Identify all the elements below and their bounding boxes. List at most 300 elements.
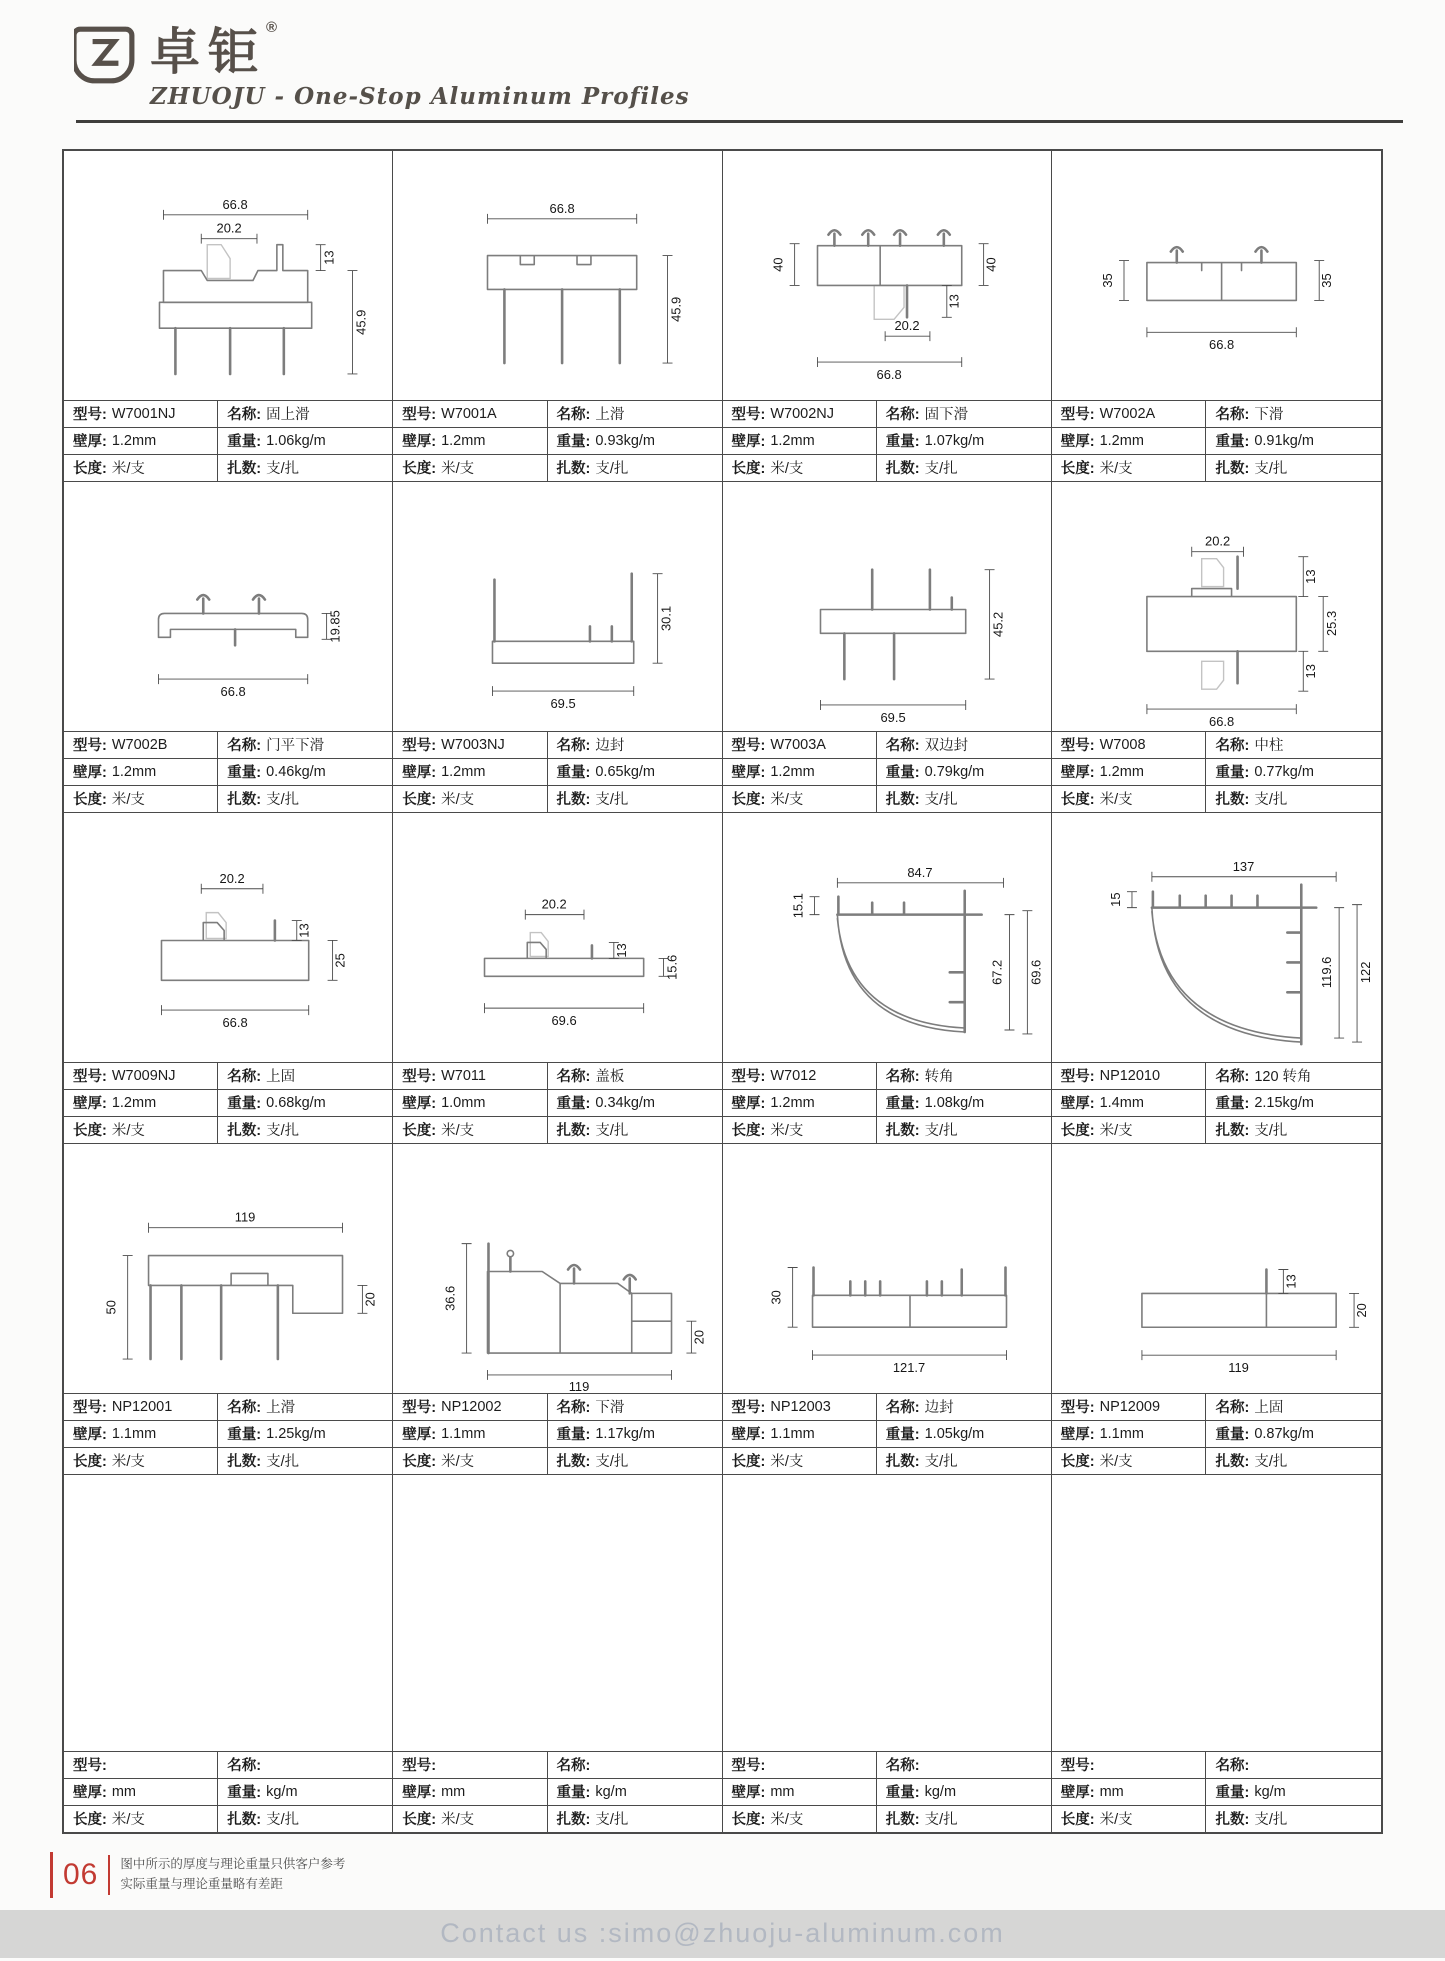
spec-model — [1052, 1752, 1207, 1778]
spec-name — [1206, 1394, 1381, 1420]
contact-bar — [0, 1910, 1445, 1958]
name-label: 名称: — [227, 1069, 262, 1085]
spec-table — [393, 1062, 721, 1143]
length-label: 长度: — [402, 1123, 437, 1139]
spec-length — [1052, 455, 1207, 481]
thickness-label: 壁厚: — [731, 434, 766, 450]
dim-label: 122 — [1357, 961, 1373, 983]
bundle-label: 扎数: — [885, 1454, 920, 1470]
model-label: 型号: — [73, 738, 107, 754]
spec-bundle — [218, 1117, 392, 1143]
thickness-label: 壁厚: — [731, 765, 766, 781]
drawing-area — [1052, 482, 1381, 731]
spec-weight — [548, 1090, 722, 1116]
spec-table — [393, 731, 721, 812]
bundle-value: 支/扎 — [1254, 1454, 1288, 1470]
thickness-label: 壁厚: — [73, 1785, 107, 1801]
contact-email-text: Contact us :simo@zhuoju-aluminum.com — [440, 1918, 1005, 1948]
drawing-area — [723, 482, 1051, 731]
dim-label: 66.8 — [876, 366, 902, 382]
name-label: 名称: — [1215, 1758, 1250, 1774]
weight-value: 0.91kg/m — [1254, 432, 1314, 449]
red-accent-bar-thin — [108, 1855, 110, 1895]
spec-name — [548, 1063, 722, 1089]
weight-value: 0.77kg/m — [1254, 763, 1314, 780]
spec-model — [64, 1752, 218, 1778]
length-label: 长度: — [1060, 1123, 1095, 1139]
dim-label: 66.8 — [222, 196, 248, 212]
thickness-label: 壁厚: — [73, 1096, 107, 1112]
length-value: 米/支 — [1099, 792, 1133, 808]
dim-label: 20.2 — [893, 317, 920, 333]
thickness-value: 1.2mm — [111, 763, 157, 780]
thickness-value: 1.2mm — [111, 1094, 157, 1111]
dim-label: 15.1 — [790, 892, 806, 918]
spec-name — [1206, 1063, 1381, 1089]
name-value: 转角 — [924, 1069, 954, 1085]
drawing-area — [393, 482, 721, 731]
weight-label: 重量: — [556, 765, 591, 781]
bundle-label: 扎数: — [556, 461, 591, 477]
spec-model — [393, 1063, 547, 1089]
spec-model — [723, 732, 877, 758]
weight-label: 重量: — [885, 1096, 920, 1112]
weight-label: 重量: — [227, 1427, 262, 1443]
thickness-value: 1.2mm — [441, 432, 486, 449]
length-value: 米/支 — [111, 461, 145, 477]
dim-label: 15 — [1107, 891, 1123, 907]
name-label: 名称: — [885, 1069, 920, 1085]
spec-bundle — [1206, 1448, 1381, 1474]
spec-thickness — [393, 1779, 547, 1805]
spec-model — [1052, 401, 1207, 427]
bundle-label: 扎数: — [556, 1454, 591, 1470]
bundle-label: 扎数: — [556, 1123, 591, 1139]
spec-table — [393, 1751, 721, 1832]
spec-weight — [1206, 1090, 1381, 1116]
dim-label: 20 — [1353, 1302, 1369, 1318]
cell-np12003 — [723, 1144, 1052, 1475]
dim-label: 66.8 — [1208, 713, 1234, 729]
name-label: 名称: — [885, 738, 920, 754]
thickness-value: 1.2mm — [1099, 763, 1144, 780]
model-value: W7001NJ — [111, 405, 176, 422]
bundle-value: 支/扎 — [595, 461, 629, 477]
model-value: NP12010 — [1099, 1067, 1161, 1084]
dim-label: 66.8 — [222, 1014, 248, 1030]
weight-value: 1.17kg/m — [595, 1425, 656, 1442]
thickness-value: 1.2mm — [1099, 432, 1144, 449]
spec-weight — [877, 759, 1051, 785]
name-value: 上滑 — [595, 407, 625, 423]
length-value: 米/支 — [770, 1812, 804, 1828]
dim-label: 119 — [568, 1378, 590, 1393]
weight-label: 重量: — [227, 434, 262, 450]
weight-value: kg/m — [595, 1783, 627, 1800]
cell-np12009 — [1052, 1144, 1381, 1475]
drawing-area — [64, 813, 392, 1062]
spec-bundle — [548, 1448, 722, 1474]
spec-table — [1052, 1393, 1381, 1474]
name-label: 名称: — [556, 738, 591, 754]
spec-name — [218, 1394, 392, 1420]
profile-drawing-np12003 — [723, 1144, 1051, 1393]
bundle-value: 支/扎 — [595, 1123, 629, 1139]
weight-value: kg/m — [266, 1783, 298, 1800]
spec-table — [723, 1393, 1051, 1474]
drawing-area-empty — [64, 1475, 392, 1751]
profile-drawing-w7009nj — [64, 813, 392, 1062]
spec-name — [877, 1063, 1051, 1089]
spec-weight — [877, 1421, 1051, 1447]
spec-weight — [1206, 428, 1381, 454]
spec-thickness — [1052, 759, 1207, 785]
profile-catalog-grid — [62, 149, 1383, 1834]
model-label: 型号: — [731, 738, 766, 754]
length-label: 长度: — [73, 1454, 107, 1470]
spec-model — [723, 401, 877, 427]
spec-table — [723, 731, 1051, 812]
name-value: 中柱 — [1254, 738, 1284, 754]
length-label: 长度: — [1060, 461, 1095, 477]
name-value: 边封 — [595, 738, 625, 754]
weight-value: 0.46kg/m — [266, 763, 326, 780]
name-value: 双边封 — [924, 738, 969, 754]
spec-model — [723, 1063, 877, 1089]
dim-label: 137 — [1232, 858, 1255, 874]
thickness-label: 壁厚: — [73, 1427, 107, 1443]
spec-bundle — [218, 1806, 392, 1832]
thickness-label: 壁厚: — [402, 1785, 437, 1801]
dim-label: 30 — [768, 1289, 784, 1305]
spec-thickness — [393, 1421, 547, 1447]
spec-model — [1052, 1394, 1207, 1420]
model-value: W7012 — [770, 1067, 817, 1084]
length-value: 米/支 — [770, 1454, 804, 1470]
bundle-label: 扎数: — [885, 461, 920, 477]
spec-thickness — [393, 1090, 547, 1116]
dim-label: 36.6 — [442, 1285, 458, 1311]
model-label: 型号: — [731, 1400, 766, 1416]
length-value: 米/支 — [770, 792, 804, 808]
spec-model — [393, 1394, 547, 1420]
dim-label: 25.3 — [1323, 610, 1339, 636]
drawing-area — [1052, 151, 1381, 400]
thickness-value: mm — [111, 1783, 137, 1800]
bundle-label: 扎数: — [1215, 792, 1250, 808]
name-value: 下滑 — [595, 1400, 625, 1416]
spec-table — [1052, 1751, 1381, 1832]
spec-length — [393, 455, 547, 481]
bundle-label: 扎数: — [1215, 1812, 1250, 1828]
name-label: 名称: — [556, 1758, 591, 1774]
dim-label: 69.5 — [880, 709, 906, 725]
thickness-label: 壁厚: — [402, 434, 437, 450]
thickness-label: 壁厚: — [1060, 1096, 1095, 1112]
spec-name — [1206, 1752, 1381, 1778]
name-label: 名称: — [885, 1400, 920, 1416]
spec-thickness — [723, 1090, 877, 1116]
weight-label: 重量: — [227, 1785, 262, 1801]
spec-table — [64, 731, 392, 812]
model-label: 型号: — [73, 1069, 107, 1085]
spec-bundle — [1206, 1117, 1381, 1143]
drawing-area — [1052, 1144, 1381, 1393]
model-value: W7002A — [1099, 405, 1156, 422]
cell-empty-3 — [723, 1475, 1052, 1832]
spec-name — [877, 1752, 1051, 1778]
model-value: W7003NJ — [441, 736, 505, 753]
spec-name — [548, 401, 722, 427]
weight-value: 1.08kg/m — [924, 1094, 985, 1111]
spec-length — [393, 1448, 547, 1474]
cell-np12010 — [1052, 813, 1381, 1144]
name-value: 120 转角 — [1254, 1069, 1312, 1085]
length-value: 米/支 — [1099, 1812, 1133, 1828]
spec-table — [1052, 1062, 1381, 1143]
drawing-area — [393, 151, 721, 400]
weight-value: 1.05kg/m — [924, 1425, 985, 1442]
dim-label: 25 — [332, 952, 348, 968]
thickness-value: 1.0mm — [441, 1094, 486, 1111]
thickness-value: 1.4mm — [1099, 1094, 1144, 1111]
thickness-label: 壁厚: — [1060, 1785, 1095, 1801]
length-label: 长度: — [73, 1123, 107, 1139]
model-value: W7011 — [441, 1067, 486, 1084]
name-label: 名称: — [1215, 738, 1250, 754]
model-label: 型号: — [1060, 738, 1095, 754]
drawing-area — [723, 151, 1051, 400]
spec-thickness — [723, 1421, 877, 1447]
spec-table — [1052, 400, 1381, 481]
cell-empty-2 — [393, 1475, 722, 1832]
spec-weight — [1206, 1421, 1381, 1447]
spec-name — [548, 1394, 722, 1420]
model-label: 型号: — [731, 407, 766, 423]
spec-name — [1206, 732, 1381, 758]
model-label: 型号: — [1060, 1758, 1095, 1774]
dim-label: 13 — [946, 293, 962, 309]
spec-length — [1052, 1448, 1207, 1474]
spec-model — [393, 732, 547, 758]
spec-weight — [218, 428, 392, 454]
length-value: 米/支 — [441, 1123, 475, 1139]
bundle-label: 扎数: — [885, 1812, 920, 1828]
weight-label: 重量: — [556, 1427, 591, 1443]
cell-w7002a — [1052, 151, 1381, 482]
name-label: 名称: — [885, 1758, 920, 1774]
bundle-value: 支/扎 — [924, 1812, 958, 1828]
dim-label: 20 — [691, 1329, 707, 1344]
model-label: 型号: — [1060, 1400, 1095, 1416]
bundle-value: 支/扎 — [595, 1454, 629, 1470]
spec-bundle — [548, 1806, 722, 1832]
spec-length — [1052, 1806, 1207, 1832]
length-value: 米/支 — [111, 1812, 145, 1828]
thickness-value: 1.2mm — [111, 432, 157, 449]
cell-w7008 — [1052, 482, 1381, 813]
length-label: 长度: — [402, 461, 437, 477]
cell-w7003nj — [393, 482, 722, 813]
length-value: 米/支 — [441, 461, 475, 477]
model-value: NP12003 — [770, 1398, 831, 1415]
spec-weight — [1206, 1779, 1381, 1805]
spec-bundle — [877, 1117, 1051, 1143]
name-value: 上滑 — [266, 1400, 296, 1416]
spec-length — [64, 786, 218, 812]
dim-label: 69.5 — [550, 695, 576, 711]
bundle-value: 支/扎 — [595, 792, 629, 808]
length-label: 长度: — [1060, 1812, 1095, 1828]
dim-label: 35 — [1099, 272, 1115, 288]
spec-table — [723, 1751, 1051, 1832]
bundle-value: 支/扎 — [924, 1123, 958, 1139]
thickness-value: 1.1mm — [1099, 1425, 1144, 1442]
dim-label: 45.9 — [353, 309, 369, 335]
spec-model — [723, 1394, 877, 1420]
spec-table — [64, 1062, 392, 1143]
registered-trademark: ® — [266, 19, 278, 36]
spec-table — [64, 1751, 392, 1832]
thickness-label: 壁厚: — [402, 1096, 437, 1112]
model-label: 型号: — [402, 1069, 437, 1085]
dim-label: 20.2 — [1204, 533, 1230, 549]
brand-name: 卓钜® — [150, 19, 278, 80]
spec-length — [723, 1448, 877, 1474]
dim-label: 30.1 — [658, 605, 674, 631]
length-label: 长度: — [731, 1812, 766, 1828]
spec-table — [64, 400, 392, 481]
name-label: 名称: — [227, 1400, 262, 1416]
dim-label: 20.2 — [216, 220, 242, 236]
cell-w7003a — [723, 482, 1052, 813]
spec-bundle — [548, 1117, 722, 1143]
dim-label: 13 — [296, 922, 312, 938]
profile-drawing-w7003a — [723, 482, 1051, 731]
drawing-area-empty — [1052, 1475, 1381, 1751]
thickness-value: mm — [441, 1783, 466, 1800]
length-value: 米/支 — [111, 792, 145, 808]
name-value: 边封 — [924, 1400, 954, 1416]
spec-thickness — [393, 428, 547, 454]
spec-bundle — [877, 1448, 1051, 1474]
dim-label: 20.2 — [541, 896, 567, 912]
profile-drawing-np12010 — [1052, 813, 1381, 1062]
length-value: 米/支 — [1099, 1123, 1133, 1139]
dim-label: 67.2 — [989, 959, 1005, 985]
weight-label: 重量: — [1215, 434, 1250, 450]
length-label: 长度: — [1060, 1454, 1095, 1470]
bundle-label: 扎数: — [885, 1123, 920, 1139]
thickness-value: 1.2mm — [770, 763, 815, 780]
weight-value: 1.07kg/m — [924, 432, 985, 449]
weight-value: 0.93kg/m — [595, 432, 656, 449]
dim-label: 20 — [362, 1291, 378, 1307]
cell-w7009nj — [64, 813, 393, 1144]
spec-model — [723, 1752, 877, 1778]
cell-w7002nj — [723, 151, 1052, 482]
length-label: 长度: — [73, 1812, 107, 1828]
spec-bundle — [218, 1448, 392, 1474]
model-label: 型号: — [73, 1400, 107, 1416]
disclaimer-line-2: 实际重量与理论重量略有差距 — [120, 1876, 283, 1891]
name-label: 名称: — [556, 1400, 591, 1416]
model-label: 型号: — [1060, 407, 1095, 423]
weight-label: 重量: — [885, 434, 920, 450]
dim-label: 40 — [770, 256, 786, 272]
model-label: 型号: — [73, 407, 107, 423]
thickness-label: 壁厚: — [73, 765, 107, 781]
name-label: 名称: — [1215, 1400, 1250, 1416]
spec-length — [64, 1448, 218, 1474]
name-label: 名称: — [1215, 407, 1250, 423]
dim-label: 119 — [1227, 1359, 1249, 1375]
thickness-label: 壁厚: — [1060, 765, 1095, 781]
dim-label: 15.6 — [664, 954, 680, 980]
bundle-label: 扎数: — [227, 792, 262, 808]
weight-label: 重量: — [1215, 765, 1250, 781]
profile-drawing-np12001 — [64, 1144, 392, 1393]
spec-bundle — [877, 1806, 1051, 1832]
bundle-value: 支/扎 — [266, 792, 300, 808]
model-value: W7001A — [441, 405, 497, 422]
length-value: 米/支 — [1099, 461, 1133, 477]
spec-thickness — [64, 428, 218, 454]
spec-model — [1052, 732, 1207, 758]
dim-label: 119.6 — [1318, 956, 1334, 988]
thickness-label: 壁厚: — [731, 1096, 766, 1112]
footer-note — [50, 1850, 1445, 1900]
dim-label: 119 — [234, 1209, 256, 1225]
bundle-value: 支/扎 — [924, 792, 958, 808]
spec-thickness — [64, 1779, 218, 1805]
bundle-label: 扎数: — [1215, 1123, 1250, 1139]
spec-bundle — [548, 786, 722, 812]
spec-bundle — [218, 786, 392, 812]
spec-thickness — [64, 1090, 218, 1116]
drawing-area-empty — [393, 1475, 721, 1751]
drawing-area — [393, 813, 721, 1062]
drawing-area — [64, 482, 392, 731]
thickness-label: 壁厚: — [1060, 1427, 1095, 1443]
bundle-value: 支/扎 — [266, 461, 300, 477]
thickness-value: 1.1mm — [770, 1425, 815, 1442]
drawing-area-empty — [723, 1475, 1051, 1751]
thickness-label: 壁厚: — [402, 1427, 437, 1443]
spec-thickness — [64, 1421, 218, 1447]
spec-length — [64, 455, 218, 481]
spec-weight — [548, 428, 722, 454]
drawing-area — [723, 1144, 1051, 1393]
model-label: 型号: — [731, 1069, 766, 1085]
spec-name — [548, 1752, 722, 1778]
thickness-label: 壁厚: — [731, 1427, 766, 1443]
thickness-label: 壁厚: — [73, 434, 107, 450]
spec-thickness — [723, 1779, 877, 1805]
name-label: 名称: — [227, 738, 262, 754]
weight-label: 重量: — [1215, 1096, 1250, 1112]
spec-thickness — [1052, 1090, 1207, 1116]
length-value: 米/支 — [770, 461, 804, 477]
header-divider — [76, 120, 1403, 123]
spec-model — [393, 401, 547, 427]
spec-weight — [877, 1779, 1051, 1805]
bundle-value: 支/扎 — [266, 1812, 300, 1828]
spec-table — [393, 400, 721, 481]
profile-drawing-w7002b — [64, 482, 392, 731]
thickness-value: 1.2mm — [441, 763, 486, 780]
bundle-value: 支/扎 — [266, 1123, 300, 1139]
